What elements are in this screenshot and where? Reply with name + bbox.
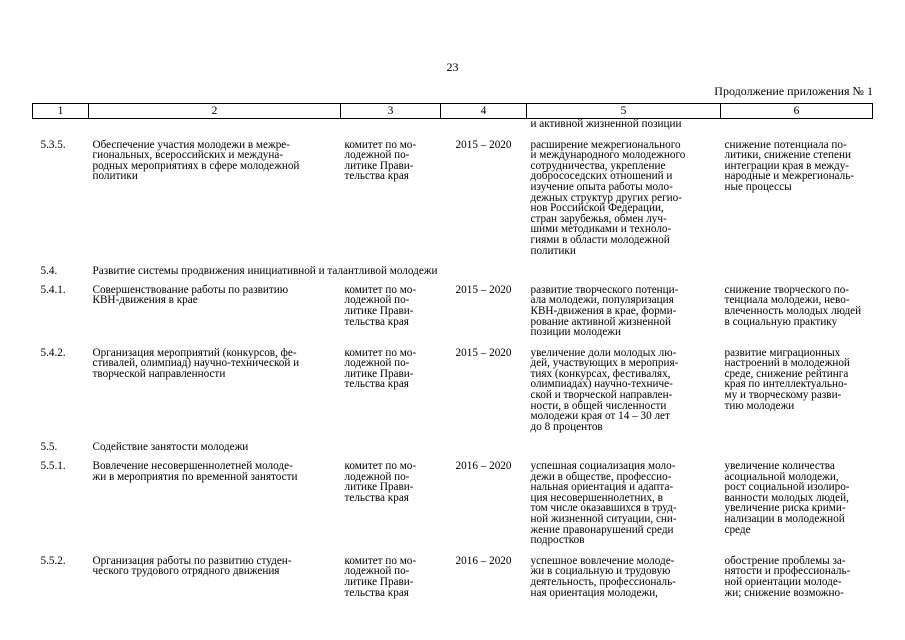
table-row bbox=[33, 140, 873, 267]
item-number bbox=[33, 285, 89, 348]
item-number-text: 5.3.5. bbox=[40, 138, 66, 151]
item-executor bbox=[341, 461, 441, 556]
item-years bbox=[441, 556, 527, 608]
item-executor-text: комитет по мо- лодежной по- литике Прави- тельства края bbox=[344, 283, 417, 328]
item-executor bbox=[341, 556, 441, 608]
continuation-row bbox=[33, 119, 873, 140]
item-risk-text: снижение творческого по- тенциала молодежи, нево- влеченность молодых людей в социальную практику bbox=[724, 283, 862, 328]
section-row bbox=[33, 442, 873, 461]
item-executor-text: комитет по мо- лодежной по- литике Прави- тельства края bbox=[344, 554, 417, 599]
page-number: 23 bbox=[446, 60, 459, 74]
item-executor-text: комитет по мо- лодежной по- литике Прави- тельства края bbox=[344, 138, 417, 183]
item-number-text: 5.4.2. bbox=[40, 346, 66, 359]
plan-table bbox=[32, 103, 873, 608]
item-title-text: Организация мероприятий (конкурсов, фе- стивалей, олимпиад) научно-технической и творческой направленности bbox=[92, 346, 300, 380]
item-result bbox=[527, 348, 721, 443]
item-title-text: Организация работы по развитию студен- ческого трудового отрядного движения bbox=[92, 554, 292, 578]
continuation-label: Продолжение приложения № 1 bbox=[714, 84, 873, 98]
item-risk bbox=[721, 348, 873, 443]
section-row bbox=[33, 266, 873, 285]
item-risk bbox=[721, 461, 873, 556]
item-years-text: 2015 – 2020 bbox=[455, 138, 512, 151]
table-row bbox=[33, 348, 873, 443]
item-years bbox=[441, 140, 527, 267]
item-result-text: успешное вовлечение молоде- жи в социальную и трудовую деятельность, профессиональ- ная ориентация молодежи, bbox=[530, 554, 676, 599]
item-title bbox=[89, 285, 341, 348]
section-title bbox=[89, 442, 873, 461]
section-title-text: Развитие системы продвижения инициативной и талантливой молодежи bbox=[92, 265, 438, 278]
section-number bbox=[33, 266, 89, 285]
item-risk-text: увеличение количества асоциальной молодежи, рост социальной изолиро- ванности молодых людей, увеличение риска крими- нализации в молодежной среде bbox=[724, 460, 850, 536]
item-number bbox=[33, 556, 89, 608]
item-risk bbox=[721, 556, 873, 608]
header-cell: 4 bbox=[441, 104, 527, 119]
item-number-text: 5.5.2. bbox=[40, 554, 66, 567]
item-number-text: 5.4.1. bbox=[40, 283, 66, 296]
item-years-text: 2015 – 2020 bbox=[455, 283, 512, 296]
continued-text: и активной жизненной позиции bbox=[530, 118, 682, 130]
table-row bbox=[33, 556, 873, 608]
item-title bbox=[89, 461, 341, 556]
header-cell: 3 bbox=[341, 104, 441, 119]
header-row bbox=[33, 104, 873, 119]
item-title bbox=[89, 348, 341, 443]
header-cell: 2 bbox=[89, 104, 341, 119]
section-number-text: 5.4. bbox=[40, 265, 58, 278]
item-result bbox=[527, 556, 721, 608]
item-result-text: успешная социализация моло- дежи в обществе, профессио- нальная ориентация и адапта- ция несовершеннолетних, в том числе оказавшихся в труд- ной жизненной ситуации, сни- жение правонарушений среди подростков bbox=[530, 460, 677, 547]
item-title bbox=[89, 556, 341, 608]
item-number bbox=[33, 461, 89, 556]
item-number bbox=[33, 348, 89, 443]
item-years-text: 2016 – 2020 bbox=[455, 554, 512, 567]
item-risk-text: снижение потенциала по- литики, снижение степени интеграции края в между- народные и межрегиональ- ные процессы bbox=[724, 138, 855, 193]
item-result bbox=[527, 140, 721, 267]
item-years-text: 2016 – 2020 bbox=[455, 460, 512, 473]
item-title-text: Обеспечение участия молодежи в межре- гиональных, всероссийских и междуна- родных мероприятиях в сфере молодежной политики bbox=[92, 138, 300, 183]
item-risk-text: обострение проблемы за- нятости и профессиональ- ной ориентации молоде- жи; снижение возможно- bbox=[724, 554, 851, 599]
item-result-text: увеличение доли молодых лю- дей, участвующих в мероприя- тиях (конкурсах, фестивалях, олимпиадах) научно-техниче- ской и творческой направлен- ности, в общей численности молодежи края от 14 – 30 лет до 8 процентов bbox=[530, 346, 679, 433]
item-result bbox=[527, 285, 721, 348]
table-body bbox=[33, 119, 873, 609]
item-executor bbox=[341, 348, 441, 443]
item-result-text: развитие творческого потенци- ала молодежи, популяризация КВН-движения в крае, форми- рование активной жизненной позиции молодежи bbox=[530, 283, 679, 339]
section-title bbox=[89, 266, 873, 285]
header-cell: 6 bbox=[721, 104, 873, 119]
section-number bbox=[33, 442, 89, 461]
item-executor bbox=[341, 140, 441, 267]
item-title bbox=[89, 140, 341, 267]
header-cell: 5 bbox=[527, 104, 721, 119]
item-years bbox=[441, 461, 527, 556]
item-risk bbox=[721, 140, 873, 267]
item-result-text: расширение межрегионального и международного молодежного сотрудничества, укрепление добрососедских отношений и изучение опыта работы моло- дежных структур других регио- нов Российской Федерации, стран зарубежья, обмен луч- шими методиками и техноло- гиями в области молодежной политики bbox=[530, 138, 686, 257]
item-number-text: 5.5.1. bbox=[40, 460, 66, 473]
item-result bbox=[527, 461, 721, 556]
item-title-text: Вовлечение несовершеннолетней молоде- жи в мероприятия по временной занятости bbox=[92, 460, 298, 483]
table-row bbox=[33, 285, 873, 348]
item-years bbox=[441, 348, 527, 443]
table-row bbox=[33, 461, 873, 556]
item-title-text: Совершенствование работы по развитию КВН-движения в крае bbox=[92, 283, 289, 307]
header-cell: 1 bbox=[33, 104, 89, 119]
section-number-text: 5.5. bbox=[40, 441, 58, 454]
item-risk-text: развитие миграционных настроений в молодежной среде, снижение рейтинга края по интеллектуально- му и творческому разви- тию молодежи bbox=[724, 346, 850, 412]
item-executor-text: комитет по мо- лодежной по- литике Прави- тельства края bbox=[344, 346, 417, 391]
section-title-text: Содействие занятости молодежи bbox=[92, 441, 249, 454]
item-number bbox=[33, 140, 89, 267]
item-executor-text: комитет по мо- лодежной по- литике Прави- тельства края bbox=[344, 460, 417, 504]
item-risk bbox=[721, 285, 873, 348]
item-years-text: 2015 – 2020 bbox=[455, 346, 512, 359]
item-years bbox=[441, 285, 527, 348]
item-executor bbox=[341, 285, 441, 348]
